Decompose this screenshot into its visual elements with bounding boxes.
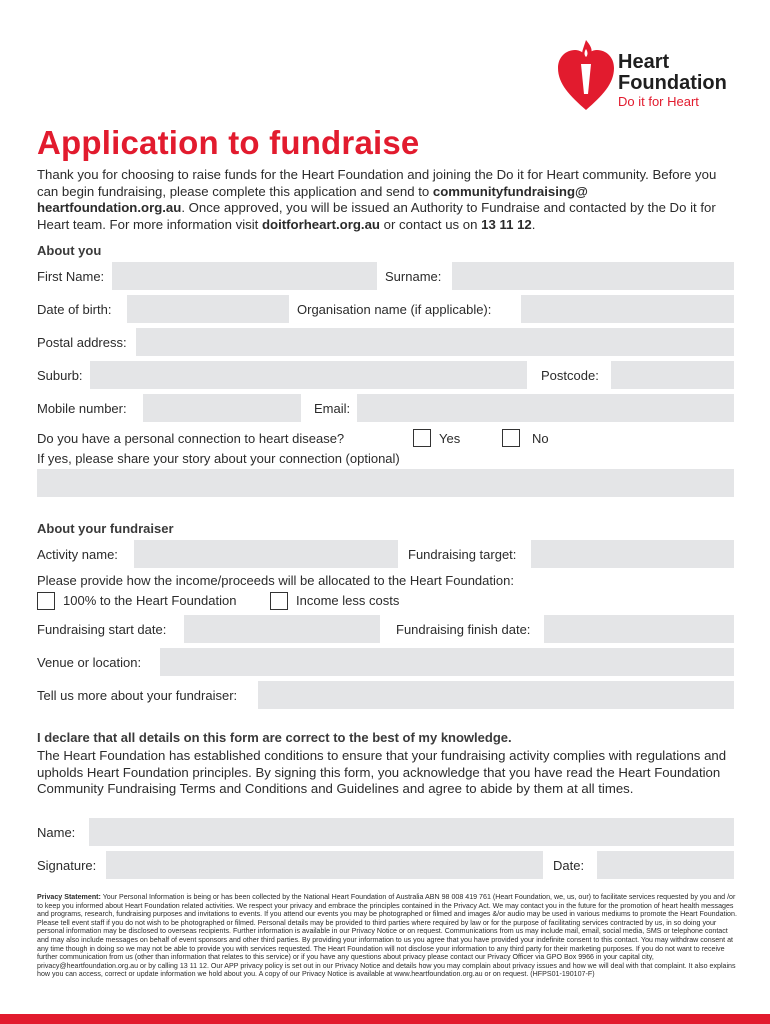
connection-no-checkbox[interactable] [502, 429, 520, 447]
brand-tagline: Do it for Heart [618, 94, 699, 109]
more-field[interactable] [258, 681, 734, 709]
signature-field[interactable] [106, 851, 543, 879]
website-link[interactable]: doitforheart.org.au [262, 216, 380, 232]
heart-foundation-logo [556, 36, 736, 112]
mobile-label: Mobile number: [37, 401, 127, 416]
dob-label: Date of birth: [37, 302, 112, 317]
more-label: Tell us more about your fundraiser: [37, 688, 238, 703]
option-less-costs-label: Income less costs [296, 593, 400, 608]
dob-field[interactable] [127, 295, 289, 323]
postal-address-label: Postal address: [37, 335, 127, 350]
email-field[interactable] [357, 394, 734, 422]
page-title: Application to fundraise [37, 124, 420, 161]
mobile-field[interactable] [143, 394, 301, 422]
privacy-label: Privacy Statement: [37, 893, 101, 901]
option-full-checkbox[interactable] [37, 592, 55, 610]
intro-text-4: . [531, 216, 536, 232]
organisation-field[interactable] [521, 295, 734, 323]
privacy-statement [37, 893, 737, 979]
heart-torch-icon [556, 36, 616, 112]
name-label: Name: [37, 825, 76, 840]
organisation-label: Organisation name (if applicable): [297, 302, 492, 317]
section-heading-about-fundraiser: About your fundraiser [37, 521, 174, 536]
intro-text-2: . Once approved, you will be issued an Authority to Fundraise and contacted by the Do it for Heart team. For more information visit [37, 200, 716, 232]
intro-paragraph [37, 167, 737, 233]
postcode-field[interactable] [611, 361, 734, 389]
finish-date-field[interactable] [544, 615, 734, 643]
start-date-label: Fundraising start date: [37, 622, 167, 637]
name-field[interactable] [89, 818, 734, 846]
date-field[interactable] [597, 851, 734, 879]
phone-number: 13 11 12 [481, 216, 532, 232]
option-full-label: 100% to the Heart Foundation [63, 593, 237, 608]
activity-name-label: Activity name: [37, 547, 118, 562]
postal-address-field[interactable] [136, 328, 734, 356]
first-name-label: First Name: [37, 269, 105, 284]
target-label: Fundraising target: [408, 547, 517, 562]
suburb-label: Suburb: [37, 368, 83, 383]
intro-text-3: or contact us on [379, 216, 482, 232]
signature-label: Signature: [37, 858, 97, 873]
first-name-field[interactable] [112, 262, 377, 290]
connection-no-label: No [532, 431, 549, 446]
section-heading-about-you: About you [37, 243, 102, 258]
email-label: Email: [314, 401, 351, 416]
allocation-prompt: Please provide how the income/proceeds will be allocated to the Heart Foundation: [37, 573, 514, 588]
story-prompt: If yes, please share your story about your connection (optional) [37, 451, 400, 466]
surname-field[interactable] [452, 262, 734, 290]
venue-label: Venue or location: [37, 655, 142, 670]
brand-name-line2: Foundation [618, 72, 727, 94]
surname-label: Surname: [385, 269, 442, 284]
privacy-text: Your Personal Information is being or has been collected by the National Heart Foundation of Australia ABN 98 008 419 761 (Heart Foundation, we, us, our) to facilitate services requested by you and /or to keep you informed about Heart Foundation related activities. We respect your privacy and embrace the principles contained in the Privacy Act. We may contact you in the future for the promotion of heart health messages and programs, research, fundraising purposes and invitations to events. If you attend our events you may be photographed or filmed and images &/or audio may be used in various mediums to promote the Heart Foundation. Please tell event staff if you do not wish to be photographed or filmed. Personal details may be provided to third parties where required by law or for the purpose of facilitating services contracted by us, in so doing your personal information may be disclosed to overseas recipients. Further information is available in our Privacy Notice or on request. Communications from us may include mail, email, social media, SMS or telephone contact and may also include messages on behalf of event sponsors and other third parties. By providing your information to us you agree that you have provided your indefinite consent to this contact. You may withdraw consent at any time though in doing so we may not be able to provide you with services requested. The Heart Foundation will not disclose your information to any third party for their marketing purposes. If you do not want to receive further communication from us (other than information that relates to this service) or if you have any questions about privacy please contact our Privacy Officer via GPO Box 9966 in your capital city, privacy@heartfoundation.org.au or by calling 13 11 12. Our APP privacy policy is set out in our Privacy Notice and details how you may complain about privacy issues and how we will deal with that complaint. It also explains how you can access, correct or update information we hold about you. A copy of our Privacy Notice is available at www.heartfoundation.org.au or on request. (HFPS01-190107-F) [37, 893, 737, 979]
declaration-heading: I declare that all details on this form are correct to the best of my knowledge. [37, 730, 512, 745]
option-less-costs-checkbox[interactable] [270, 592, 288, 610]
connection-question: Do you have a personal connection to heart disease? [37, 431, 345, 446]
contact-email[interactable]: communityfundraising@ heartfoundation.org.au [37, 183, 588, 215]
date-label: Date: [553, 858, 585, 873]
activity-name-field[interactable] [134, 540, 398, 568]
connection-yes-label: Yes [439, 431, 461, 446]
story-field[interactable] [37, 469, 734, 497]
declaration-body: The Heart Foundation has established conditions to ensure that your fundraising activity complies with regulations and upholds Heart Foundation principles. By signing this form, you acknowledge that you have read the Heart Foundation Community Fundraising Terms and Conditions and Guidelines and agree to abide by them at all times. [37, 748, 727, 796]
brand-name-line1: Heart [618, 51, 670, 73]
venue-field[interactable] [160, 648, 734, 676]
target-field[interactable] [531, 540, 734, 568]
suburb-field[interactable] [90, 361, 527, 389]
finish-date-label: Fundraising finish date: [396, 622, 531, 637]
start-date-field[interactable] [184, 615, 380, 643]
intro-text-1: Thank you for choosing to raise funds for the Heart Foundation and joining the Do it for Heart community. Before you can begin fundraising, please complete this application and send to [37, 167, 717, 199]
postcode-label: Postcode: [541, 368, 599, 383]
footer-bar [0, 1014, 770, 1024]
connection-yes-checkbox[interactable] [413, 429, 431, 447]
